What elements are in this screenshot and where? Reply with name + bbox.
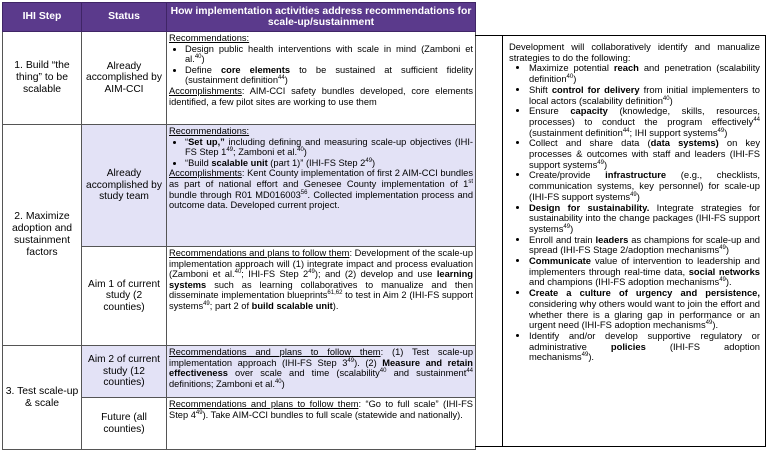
table-header-row xyxy=(3,3,476,32)
list-item: • Create/provide infrastructure (e.g., checklists, communication systems, key personnel) for scale-up (IHI-FS support systems$^{49}$) xyxy=(529,170,760,202)
header-ihi-step: IHI Step xyxy=(3,3,82,32)
list-item: • Maximize potential reach and penetration (scalability definition$^{40}$) xyxy=(529,63,760,84)
list-item: • “Build scalable unit (part 1)” (IHI-FS Step $2^{49}$) xyxy=(185,158,473,169)
list-item: • Define core elements to be sustained at sufficient fidelity (sustainment definition$^{44}$) xyxy=(185,65,473,86)
list-item: • Shift control for delivery from initial implementers to local actors (scalability definition$^{40}$) xyxy=(529,85,760,106)
status-cell: Already accomplished by study team xyxy=(82,125,167,247)
status-cell: Already accomplished by AIM-CCI xyxy=(82,32,167,125)
list-item: • “Set up,” including defining and measuring scale-up objectives (IHI-FS Step $1^{49}$; Zamboni et al.$^{40}$) xyxy=(185,137,473,158)
content-cell: Recommendations and plans to follow them: “Go to full scale” (IHI-FS Step $4^{49}$). Take AIM-CCI bundles to full scale (statewide and nationally). xyxy=(167,398,476,450)
recommendation-list xyxy=(169,137,473,169)
table-row xyxy=(3,32,476,125)
plans-label: Recommendations and plans to follow them xyxy=(169,347,381,357)
strategies-box xyxy=(502,35,766,447)
status-cell: Aim 2 of current study (12 counties) xyxy=(82,346,167,398)
accomplishments-label: Accomplishments xyxy=(169,85,242,96)
connector-line-bottom xyxy=(475,446,502,447)
strategies-list xyxy=(509,63,760,363)
list-item: • Enroll and train leaders as champions for scale-up and spread (IHI-FS Stage 2/adoption mechanisms$^{49}$) xyxy=(529,235,760,256)
header-how: How implementation activities address recommendations for scale-up/sustainment xyxy=(167,3,476,32)
recommendation-list xyxy=(169,44,473,86)
connector-line-top xyxy=(475,35,502,36)
implementation-table xyxy=(2,2,476,450)
list-item: • Identify and/or develop supportive regulatory or administrative policies (IHI-FS adoption mechanisms$^{49}$). xyxy=(529,331,760,363)
content-cell: Recommendations: • “Set up,” including defining and measuring scale-up objectives (IHI-FS Step $1^{49}$; Zamboni et al.$^{40}$) • “Build scalable unit (part 1)” (IHI-FS Step $2^{49}$) Accomplishments: Kent County implementation of first 2 AIM-CCI bundles as part of national effort and Genesee County implementation of 1st bundle through R01 MD016003$^{56}$. Collected implementation process and outcome data. Developed current project. xyxy=(167,125,476,247)
list-item: • Design public health interventions with scale in mind (Zamboni et al.$^{40}$) xyxy=(185,44,473,65)
recommendations-label: Recommendations: xyxy=(169,126,250,136)
step-cell: 3. Test scale-up & scale xyxy=(3,346,82,450)
plans-label: Recommendations and plans to follow them xyxy=(169,399,359,409)
table-row xyxy=(3,346,476,398)
accomplishments-text: : AIM-CCI safety bundles developed, core elements identified, a few pilot sites are working to use them xyxy=(169,85,473,107)
status-cell: Aim 1 of current study (2 counties) xyxy=(82,247,167,346)
accomplishments-label: Accomplishments xyxy=(169,168,242,179)
table-row xyxy=(3,125,476,247)
content-cell: Recommendations and plans to follow them: Development of the scale-up implementation approach will (1) integrate impact and process evaluation (Zamboni et al.$^{40}$; IHI-FS Step $2^{49}$); and (2) develop and use learning systems such as learning collaboratives to manualize and then disseminate implementation blueprints$^{61,62}$ to test in Aim 2 (IHI-FS support systems$^{49}$; part 2 of build scalable unit). xyxy=(167,247,476,346)
list-item: • Create a culture of urgency and persistence, considering why others would want to join the effort and whether there is a glaring gap in performance or an urgent need (IHI-FS adoption mechanisms$^{49}$). xyxy=(529,288,760,331)
plans-label: Recommendations and plans to follow them xyxy=(169,248,350,258)
status-cell: Future (all counties) xyxy=(82,398,167,450)
list-item: • Ensure capacity (knowledge, skills, resources, processes) to conduct the program effectively$^{44}$ (sustainment definition$^{44}$; IHI support systems$^{49}$) xyxy=(529,106,760,138)
list-item: • Design for sustainability. Integrate strategies for sustainability into the change packages (IHI-FS support systems$^{49}$) xyxy=(529,203,760,235)
strategies-intro: Development will collaboratively identify and manualize strategies to do the following: xyxy=(509,41,760,63)
content-cell: Recommendations and plans to follow them: (1) Test scale-up implementation approach (IHI-FS Step $3^{49}$). (2) Measure and retain effectiveness over scale and time (scalability$^{40}$ and sustainment$^{44}$ definitions; Zamboni et al.$^{40}$) xyxy=(167,346,476,398)
list-item: • Collect and share data (data systems) on key processes & outcomes with staff and leaders (IHI-FS support systems$^{49}$) xyxy=(529,138,760,170)
step-cell: 2. Maximize adoption and sustainment factors xyxy=(3,125,82,346)
header-status: Status xyxy=(82,3,167,32)
list-item: • Communicate value of intervention to leadership and implementers through real-time data, social networks and champions (IHI-FS adoption mechanisms$^{49}$). xyxy=(529,256,760,288)
recommendations-label: Recommendations: xyxy=(169,33,250,43)
step-cell: 1. Build “the thing” to be scalable xyxy=(3,32,82,125)
content-cell xyxy=(167,32,476,125)
